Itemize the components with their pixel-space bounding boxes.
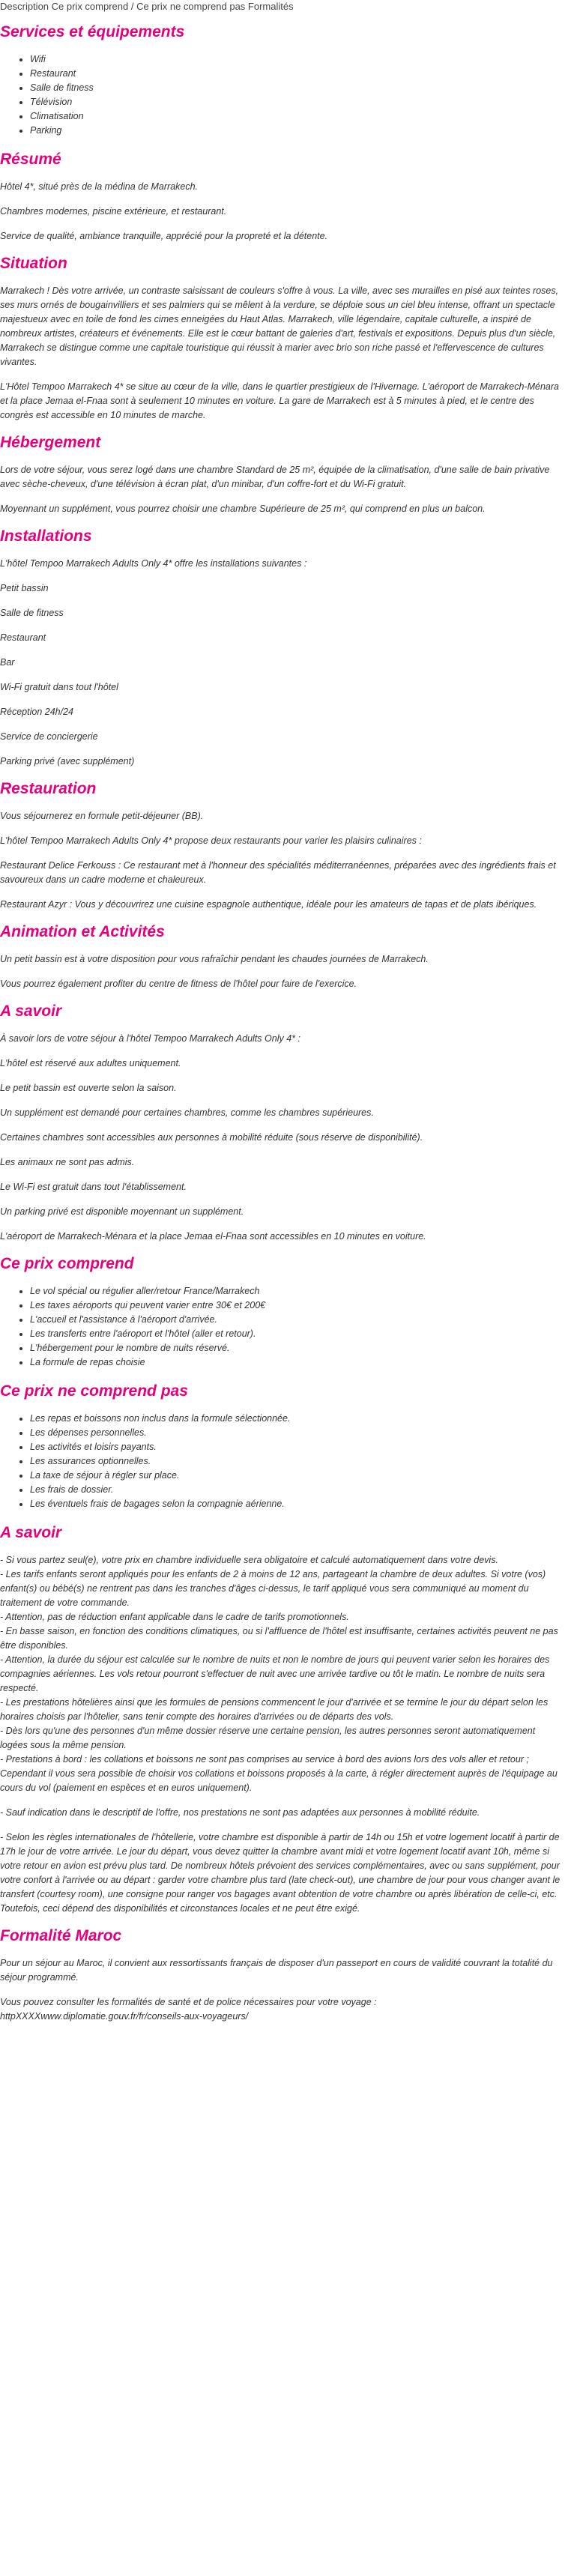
list-item: • Les éventuels frais de bagages selon la compagnie aérienne. bbox=[30, 1497, 561, 1511]
section-title: Installations bbox=[0, 527, 92, 545]
note-line: - Les prestations hôtelières ainsi que les formules de pensions commencent le jour d'arrivée et se termine le jour du départ selon les horaires choisis par l'hôtelier, sans tenir compte des horaires d'arrivées ou de départs des vols. bbox=[0, 1697, 549, 1722]
section-title: A savoir bbox=[0, 1524, 62, 1541]
section-title: Hébergement bbox=[0, 434, 101, 451]
section-situation bbox=[0, 254, 561, 423]
paragraph: Restaurant Delice Ferkouss : Ce restaurant met à l'honneur des spécialités méditerranéennes, préparées avec des ingrédients frais et savoureux dans un cadre moderne et chaleureux. bbox=[0, 860, 556, 885]
paragraph: Hôtel 4*, situé près de la médina de Marrakech. bbox=[0, 181, 199, 192]
list-item: • Wifi bbox=[30, 52, 561, 67]
paragraph: Un supplément est demandé pour certaines chambres, comme les chambres supérieures. bbox=[0, 1107, 374, 1118]
paragraph: Wi-Fi gratuit dans tout l'hôtel bbox=[0, 682, 118, 692]
paragraph: Le Wi-Fi est gratuit dans tout l'établissement. bbox=[0, 1182, 187, 1192]
excluded-list bbox=[0, 1412, 561, 1511]
notes-block bbox=[0, 1553, 561, 1916]
paragraph: Parking privé (avec supplément) bbox=[0, 756, 135, 767]
list-item: • Les dépenses personnelles. bbox=[30, 1426, 561, 1440]
diplomatie-link[interactable]: httpXXXXwww.diplomatie.gouv.fr/fr/conseils-aux-voyageurs/ bbox=[0, 2011, 249, 2022]
paragraph: Pour un séjour au Maroc, il convient aux ressortissants français de disposer d'un passeport en cours de validité couvrant la totalité du séjour programmé. bbox=[0, 1958, 553, 1983]
section-title: Formalité Maroc bbox=[0, 1927, 122, 1944]
list-item: • L'hébergement pour le nombre de nuits réservé. bbox=[30, 1341, 561, 1355]
list-item: • Télévision bbox=[30, 95, 561, 109]
section-formalites bbox=[0, 1926, 561, 2024]
paragraph: Bar bbox=[0, 657, 15, 668]
paragraph: Service de conciergerie bbox=[0, 731, 98, 742]
paragraph: Service de qualité, ambiance tranquille, apprécié pour la propreté et la détente. bbox=[0, 231, 328, 241]
note-line: - Attention, la durée du séjour est calculée sur le nombre de nuits et non le nombre de jours qui peuvent varier selon les horaires des compagnies aériennes. Les vols retour pourront s'effectuer de nuit avec une arrivée tardive ou tôt le matin. Le nombre de nuits sera respecté. bbox=[0, 1654, 550, 1693]
paragraph: Lors de votre séjour, vous serez logé dans une chambre Standard de 25 m², équipée de la climatisation, d'une salle de bain privative avec sèche-cheveux, d'une télévision à écran plat, d'un minibar, d'un coffre-fort et du Wi-Fi gratuit. bbox=[0, 465, 550, 489]
services-list bbox=[0, 52, 561, 138]
list-item: • Les repas et boissons non inclus dans la formule sélectionnée. bbox=[30, 1412, 561, 1426]
section-hebergement bbox=[0, 433, 561, 516]
list-item: • Parking bbox=[30, 124, 561, 138]
paragraph: Restaurant Azyr : Vous y découvrirez une cuisine espagnole authentique, idéale pour les amateurs de tapas et de plats ibériques. bbox=[0, 899, 537, 910]
section-title: Animation et Activités bbox=[0, 923, 165, 940]
breadcrumb: Description Ce prix comprend / Ce prix ne comprend pas Formalités bbox=[0, 1, 294, 12]
section-title: A savoir bbox=[0, 1003, 62, 1020]
paragraph: Le petit bassin est ouverte selon la saison. bbox=[0, 1083, 177, 1093]
paragraph: Marrakech ! Dès votre arrivée, un contraste saisissant de couleurs s'offre à vous. La ville, avec ses murailles en pisé aux teintes roses, ses murs ornés de bougainvilliers et ses palmiers qui se mêlent à la verdure, se déploie sous un ciel bleu intense, offrant un spectacle majestueux avec en toile de fond les cimes enneigées du Haut Atlas. Marrakech, ville légendaire, capitale culturelle, a inspiré de nombreux artistes, créateurs et événements. Elle est le cœur battant de galeries d'art, festivals et expositions. Depuis plus d'un siècle, Marrakech se distingue comme une capitale touristique qui réussit à marier avec brio son riche passé et l'effervescence de cultures vivantes. bbox=[0, 285, 559, 367]
paragraph: L'aéroport de Marrakech-Ménara et la place Jemaa el-Fnaa sont accessibles en 10 minutes en voiture. bbox=[0, 1231, 426, 1242]
note-line: - Prestations à bord : les collations et boissons ne sont pas comprises au service à bord des avions lors des vols aller et retour ; Cependant il vous sera possible de choisir vos collations et boissons proposés à la carte, à régler directement auprès de l'équipage au cours du vol (paiement en espèces et en euros uniquement). bbox=[0, 1754, 558, 1793]
section-title: Situation bbox=[0, 255, 67, 272]
section-animation bbox=[0, 922, 561, 991]
paragraph: Restaurant bbox=[0, 632, 46, 643]
paragraph: Certaines chambres sont accessibles aux personnes à mobilité réduite (sous réserve de disponibilité). bbox=[0, 1132, 423, 1143]
list-item: • Les transferts entre l'aéroport et l'hôtel (aller et retour). bbox=[30, 1327, 561, 1341]
section-a-savoir bbox=[0, 1002, 561, 1244]
section-a-savoir-notes bbox=[0, 1523, 561, 1916]
note-line: - Sauf indication dans le descriptif de l'offre, nos prestations ne sont pas adaptées aux personnes à mobilité réduite. bbox=[0, 1807, 480, 1818]
note-line: - Attention, pas de réduction enfant applicable dans le cadre de tarifs promotionnels. bbox=[0, 1612, 349, 1622]
paragraph: Vous pourrez également profiter du centre de fitness de l'hôtel pour faire de l'exercice. bbox=[0, 979, 357, 989]
section-title: Ce prix comprend bbox=[0, 1255, 134, 1272]
list-item: • Restaurant bbox=[30, 67, 561, 81]
paragraph: Chambres modernes, piscine extérieure, et restaurant. bbox=[0, 206, 227, 217]
paragraph: Vous pouvez consulter les formalités de santé et de police nécessaires pour votre voyage : bbox=[0, 1997, 377, 2007]
paragraph: L'hôtel Tempoo Marrakech Adults Only 4* propose deux restaurants pour varier les plaisirs culinaires : bbox=[0, 835, 422, 846]
paragraph: Un petit bassin est à votre disposition pour vous rafraîchir pendant les chaudes journées de Marrakech. bbox=[0, 954, 429, 964]
paragraph: L'hôtel Tempoo Marrakech Adults Only 4* offre les installations suivantes : bbox=[0, 558, 307, 569]
section-services bbox=[0, 22, 561, 138]
note-line: - Dès lors qu'une des personnes d'un même dossier réserve une certaine pension, les autres personnes seront automatiquement logées sous la même pension. bbox=[0, 1726, 536, 1750]
section-title: Restauration bbox=[0, 780, 97, 797]
list-item: • Climatisation bbox=[30, 109, 561, 124]
paragraph: Moyennant un supplément, vous pourrez choisir une chambre Supérieure de 25 m², qui comprend en plus un balcon. bbox=[0, 504, 486, 514]
list-item: • Le vol spécial ou régulier aller/retour France/Marrakech bbox=[30, 1284, 561, 1298]
section-prix-ne-comprend-pas bbox=[0, 1382, 561, 1511]
list-item: • La formule de repas choisie bbox=[30, 1355, 561, 1370]
paragraph: Un parking privé est disponible moyennant un supplément. bbox=[0, 1206, 244, 1217]
note-line: - Selon les règles internationales de l'hôtellerie, votre chambre est disponible à partir de 14h ou 15h et votre logement locatif à partir de 17h le jour de votre arrivée. Le jour du départ, vous devez quitter la chambre avant midi et votre logement locatif avant 10h, même si votre retour en avion est prévu plus tard. De nombreux hôtels prévoient des services complémentaires, avec ou sans supplément, pour votre confort à l'arrivée ou au départ : garder votre chambre plus tard (late check-out), une chambre de jour pour vous changer avant le transfert (courtesy room), une consigne pour ranger vos bagages avant obtention de votre chambre ou après libération de celle-ci, etc. Toutefois, ceci dépend des disponibilités et circonstances locales et ne peut être exigé. bbox=[0, 1832, 561, 1914]
list-item: • Les frais de dossier. bbox=[30, 1483, 561, 1497]
list-item: • Salle de fitness bbox=[30, 81, 561, 95]
paragraph: Réception 24h/24 bbox=[0, 707, 73, 717]
section-title: Services et équipements bbox=[0, 23, 185, 40]
section-resume bbox=[0, 150, 561, 244]
paragraph: L'hôtel est réservé aux adultes uniquement. bbox=[0, 1058, 181, 1068]
list-item: • La taxe de séjour à régler sur place. bbox=[30, 1469, 561, 1483]
paragraph: L'Hôtel Tempoo Marrakech 4* se situe au cœur de la ville, dans le quartier prestigieux de l'Hivernage. L'aéroport de Marrakech-Ménara et la place Jemaa el-Fnaa sont à seulement 10 minutes en voiture. La gare de Marrakech est à 5 minutes à pied, et le centre des congrès est accessible en 10 minutes de marche. bbox=[0, 381, 559, 420]
list-item: • Les assurances optionnelles. bbox=[30, 1454, 561, 1469]
paragraph: À savoir lors de votre séjour à l'hôtel Tempoo Marrakech Adults Only 4* : bbox=[0, 1033, 300, 1044]
list-item: • Les taxes aéroports qui peuvent varier entre 30€ et 200€ bbox=[30, 1298, 561, 1313]
section-title: Ce prix ne comprend pas bbox=[0, 1382, 188, 1400]
note-line: - Les tarifs enfants seront appliqués pour les enfants de 2 à moins de 12 ans, partageant la chambre de deux adultes. Si votre (vos) enfant(s) ou bébé(s) ne rentrent pas dans les tranches d'âges ci-dessus, le tarif appliqué vous sera communiqué au moment du traitement de votre commande. bbox=[0, 1569, 546, 1608]
note-line: - En basse saison, en fonction des conditions climatiques, ou si l'affluence de l'hôtel est insuffisante, certaines activités peuvent ne pas être disponibles. bbox=[0, 1626, 558, 1651]
note-line: - Si vous partez seul(e), votre prix en chambre individuelle sera obligatoire et calculé automatiquement dans votre devis. bbox=[0, 1555, 498, 1565]
included-list bbox=[0, 1284, 561, 1370]
section-installations bbox=[0, 527, 561, 769]
paragraph: Petit bassin bbox=[0, 583, 49, 593]
section-restauration bbox=[0, 779, 561, 912]
paragraph: Les animaux ne sont pas admis. bbox=[0, 1157, 135, 1167]
paragraph: Salle de fitness bbox=[0, 608, 64, 618]
list-item: • L'accueil et l'assistance à l'aéroport d'arrivée. bbox=[30, 1313, 561, 1327]
section-title: Résumé bbox=[0, 151, 61, 168]
paragraph: Vous séjournerez en formule petit-déjeuner (BB). bbox=[0, 811, 204, 821]
list-item: • Les activités et loisirs payants. bbox=[30, 1440, 561, 1454]
section-prix-comprend bbox=[0, 1254, 561, 1370]
